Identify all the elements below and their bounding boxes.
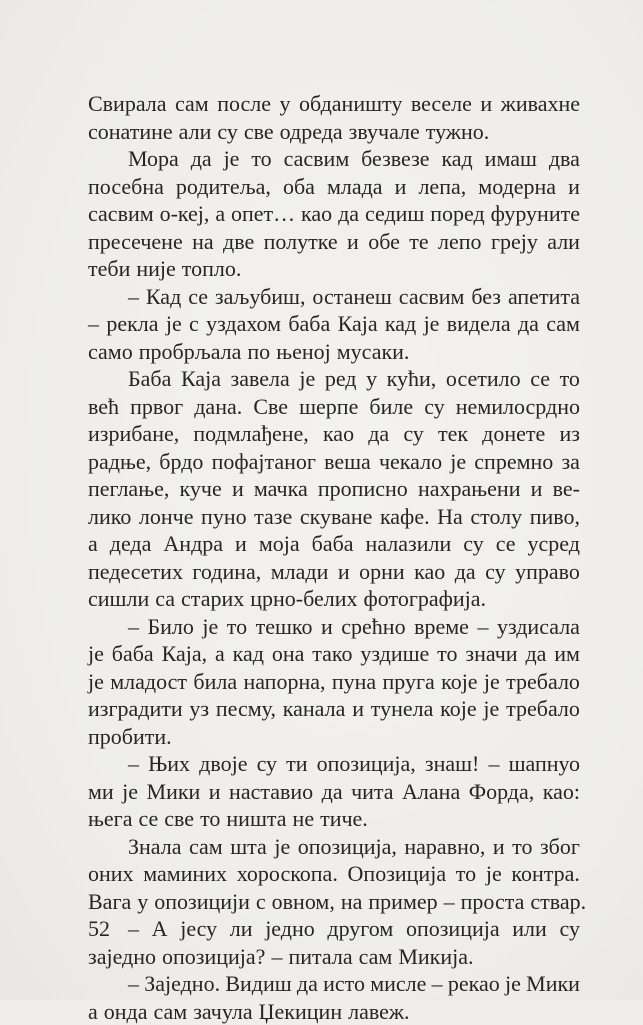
text-line: Мора да је то сасвим безвезе кад имаш два xyxy=(88,145,580,173)
text-line: педесетих година, млади и орни као да су управо xyxy=(88,558,580,586)
text-line: пеглање, куче и мачка прописно нахрањени и ве- xyxy=(88,475,580,503)
text-line: оних маминих хороскопа. Опозиција то је контра. xyxy=(88,860,580,888)
text-line: сасвим о-кеј, а опет… као да седиш поред фуруните xyxy=(88,200,580,228)
text-line: њега се све то ништа не тиче. xyxy=(88,805,580,833)
text-line: само пробрљала по њеној мусаки. xyxy=(88,338,580,366)
text-line: већ првог дана. Све шерпе биле су немилосрдно xyxy=(88,393,580,421)
text-line: – рекла је с уздахом баба Каја кад је видела да сам xyxy=(88,310,580,338)
text-line: – Било је то тешко и срећно време – уздисала xyxy=(88,613,580,641)
text-line: Свирала сам после у обданишту веселе и живахне xyxy=(88,90,580,118)
text-line: пробити. xyxy=(88,723,580,751)
text-line: – Њих двоје су ти опозиција, знаш! – шапнуо xyxy=(88,750,580,778)
text-line: а онда сам зачула Џекицин лавеж. xyxy=(88,998,580,1025)
text-line: Баба Каја завела је ред у кући, осетило се то xyxy=(88,365,580,393)
text-line: Вага у опозицији с овном, на пример – проста ствар. xyxy=(88,888,580,916)
text-line: сишли са старих црно-белих фотографија. xyxy=(88,585,580,613)
text-line: је баба Каја, а кад она тако уздише то значи да им xyxy=(88,640,580,668)
text-line: радње, брдо пофајтаног веша чекало је спремно за xyxy=(88,448,580,476)
text-line: пресечене на две полутке и обе те лепо греју али xyxy=(88,228,580,256)
text-line: изградити уз песму, канала и тунела које је требало xyxy=(88,695,580,723)
text-line: теби није топло. xyxy=(88,255,580,283)
text-line: заједно опозиција? – питала сам Микија. xyxy=(88,943,580,971)
text-line: ми је Мики и наставио да чита Алана Форда, као: xyxy=(88,778,580,806)
text-line: је младост била напорна, пуна пруга које је требало xyxy=(88,668,580,696)
page-number: 52 xyxy=(88,915,110,942)
text-line: сонатине али су све одреда звучале тужно. xyxy=(88,118,580,146)
text-line: лико лонче пуно тазе скуване кафе. На столу пиво, xyxy=(88,503,580,531)
text-line: Знала сам шта је опозиција, наравно, и то због xyxy=(88,833,580,861)
text-line: – А јесу ли једно другом опозиција или су xyxy=(88,915,580,943)
text-line: изрибане, подмлађене, као да су тек донете из xyxy=(88,420,580,448)
body-text xyxy=(88,90,580,1025)
text-line: а деда Андра и моја баба налазили су се усред xyxy=(88,530,580,558)
text-line: – Кад се заљубиш, останеш сасвим без апетита xyxy=(88,283,580,311)
text-line: – Заједно. Видиш да исто мисле – рекао је Мики xyxy=(88,970,580,998)
text-line: посебна родитеља, оба млада и лепа, модерна и xyxy=(88,173,580,201)
